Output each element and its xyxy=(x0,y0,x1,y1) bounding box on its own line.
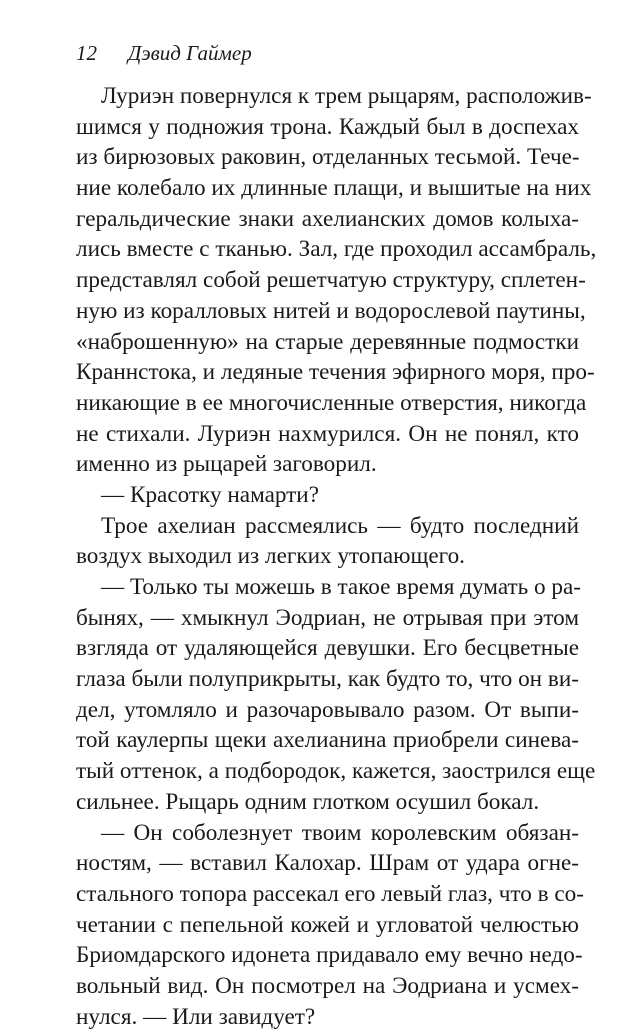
text-line: ностям, — вставил Калохар. Шрам от удара огне- xyxy=(76,848,579,879)
text-line: — Красотку намарти? xyxy=(76,480,579,511)
text-line: четании с пепельной кожей и угловатой челюстью xyxy=(76,910,579,941)
text-line: не стихали. Луриэн нахмурился. Он не понял, кто xyxy=(76,419,579,450)
text-line: тый оттенок, а подбородок, кажется, заострился еще xyxy=(76,756,579,787)
text-line: лись вместе с тканью. Зал, где проходил ассамбраль, xyxy=(76,234,579,265)
text-line: той каулерпы щеки ахелианина приобрели синева- xyxy=(76,725,579,756)
text-line: никающие в ее многочисленные отверстия, никогда xyxy=(76,388,579,419)
text-line: глаза были полуприкрыты, как будто то, что он ви- xyxy=(76,664,579,695)
body-text xyxy=(76,81,579,1032)
paragraph xyxy=(76,81,579,480)
paragraph xyxy=(76,480,579,511)
author-name: Дэвид Гаймер xyxy=(128,41,252,65)
text-line: Луриэн повернулся к трем рыцарям, расположив- xyxy=(76,81,579,112)
text-line: Трое ахелиан рассмеялись — будто последний xyxy=(76,511,579,542)
text-line: Бриомдарского идонета придавало ему вечно недо- xyxy=(76,940,579,971)
text-line: взгляда от удаляющейся девушки. Его бесцветные xyxy=(76,633,579,664)
paragraph xyxy=(76,511,579,572)
text-line: геральдические знаки ахелианских домов колыха- xyxy=(76,204,579,235)
paragraph xyxy=(76,572,579,818)
text-line: сильнее. Рыцарь одним глотком осушил бокал. xyxy=(76,787,579,818)
page-number: 12 xyxy=(76,41,128,65)
text-line: ную из коралловых нитей и водорослевой паутины, xyxy=(76,296,579,327)
running-head xyxy=(76,41,252,65)
text-line: именно из рыцарей заговорил. xyxy=(76,449,579,480)
text-line: — Он соболезнует твоим королевским обязан- xyxy=(76,818,579,849)
text-line: воздух выходил из легких утопающего. xyxy=(76,541,579,572)
text-line: стального топора рассекал его левый глаз, что в со- xyxy=(76,879,579,910)
text-line: — Только ты можешь в такое время думать о ра- xyxy=(76,572,579,603)
text-line: шимся у подножия трона. Каждый был в доспехах xyxy=(76,112,579,143)
text-line: ние колебало их длинные плащи, и вышитые на них xyxy=(76,173,579,204)
text-line: бынях, — хмыкнул Эодриан, не отрывая при этом xyxy=(76,603,579,634)
text-line: Краннстока, и ледяные течения эфирного моря, про- xyxy=(76,357,579,388)
text-line: вольный вид. Он посмотрел на Эодриана и усмех- xyxy=(76,971,579,1002)
text-line: представлял собой решетчатую структуру, сплетен- xyxy=(76,265,579,296)
text-line: из бирюзовых раковин, отделанных тесьмой. Тече- xyxy=(76,142,579,173)
text-line: нулся. — Или завидует? xyxy=(76,1002,579,1032)
text-line: «наброшенную» на старые деревянные подмостки xyxy=(76,327,579,358)
text-line: дел, утомляло и разочаровывало разом. От выпи- xyxy=(76,695,579,726)
